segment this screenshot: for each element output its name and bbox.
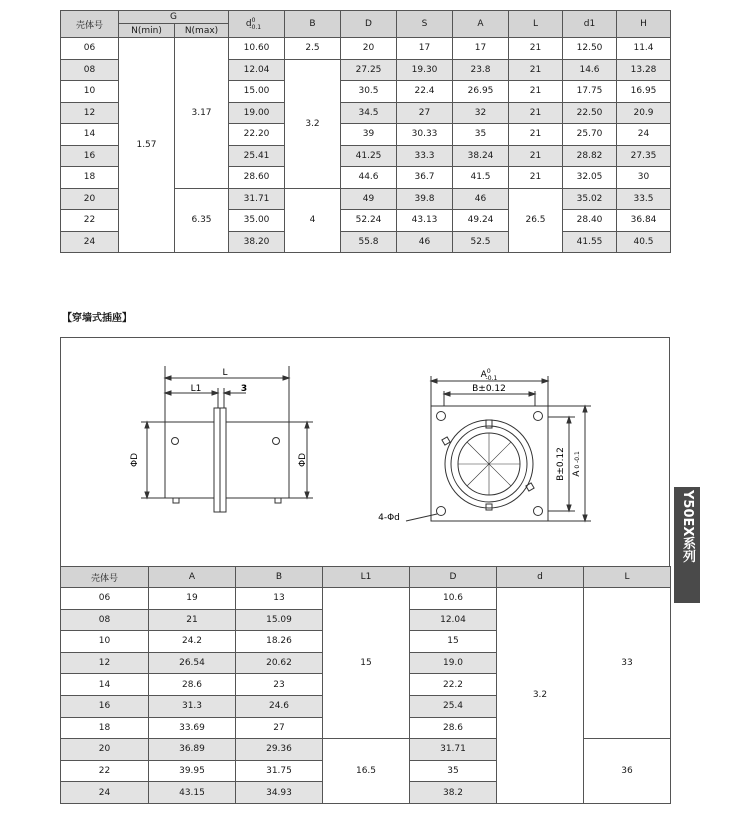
d-cell: 25.41 [229, 145, 285, 167]
header-l: L [509, 11, 563, 38]
b-cell: 3.2 [285, 59, 341, 188]
b-cell: 24.6 [236, 695, 323, 717]
dim-phi-d-right: ΦD [298, 452, 308, 468]
shell-cell: 14 [61, 674, 149, 696]
l-cell: 33 [584, 588, 671, 739]
d-cell: 10.60 [229, 38, 285, 60]
header-h: H [617, 11, 671, 38]
d1-cell: 35.02 [563, 188, 617, 210]
l1-cell: 15 [323, 588, 410, 739]
header-nmax: N(max) [175, 24, 229, 38]
dim-3-label: 3 [240, 384, 248, 394]
d-cell: 25.4 [410, 695, 497, 717]
d-cell: 10.6 [410, 588, 497, 610]
dim-a-side-label: A0 -0.1 [572, 451, 582, 477]
l1-cell: 16.5 [323, 739, 410, 804]
s-cell: 36.7 [397, 167, 453, 189]
a-cell: 23.8 [453, 59, 509, 81]
d1-cell: 12.50 [563, 38, 617, 60]
d1-cell: 41.55 [563, 231, 617, 253]
nmax-cell: 3.17 [175, 38, 229, 189]
shell-cell: 16 [61, 145, 119, 167]
series-label: Y50EX系列 [680, 490, 695, 563]
dim-b-top-label: B±0.12 [472, 384, 506, 394]
b-cell: 27 [236, 717, 323, 739]
d-cell: 19.00 [229, 102, 285, 124]
a-cell: 39.95 [149, 760, 236, 782]
d-cell: 38.20 [229, 231, 285, 253]
h-cell: 11.4 [617, 38, 671, 60]
b-cell: 20.62 [236, 652, 323, 674]
h-cell: 20.9 [617, 102, 671, 124]
d1-cell: 32.05 [563, 167, 617, 189]
a-cell: 26.54 [149, 652, 236, 674]
dd-cell: 30.5 [341, 81, 397, 103]
a-cell: 21 [149, 609, 236, 631]
h-cell: 27.35 [617, 145, 671, 167]
dim-l-label: L [222, 368, 228, 378]
b-cell: 18.26 [236, 631, 323, 653]
b-cell: 4 [285, 188, 341, 253]
h-cell: 13.28 [617, 59, 671, 81]
shell-cell: 10 [61, 631, 149, 653]
shell-cell: 16 [61, 695, 149, 717]
dim-holes-label: 4-Φd [378, 513, 400, 523]
d1-cell: 14.6 [563, 59, 617, 81]
shell-cell: 14 [61, 124, 119, 146]
h-cell: 30 [617, 167, 671, 189]
shell-cell: 18 [61, 717, 149, 739]
shell-cell: 08 [61, 609, 149, 631]
d-cell: 31.71 [410, 739, 497, 761]
header-nmin: N(min) [119, 24, 175, 38]
dimension-table-1 [60, 10, 671, 253]
d-cell: 28.6 [410, 717, 497, 739]
d1-cell: 28.82 [563, 145, 617, 167]
b-cell: 29.36 [236, 739, 323, 761]
dd-cell: 34.5 [341, 102, 397, 124]
nmin-cell: 1.57 [119, 38, 175, 253]
h-cell: 40.5 [617, 231, 671, 253]
l-cell: 21 [509, 167, 563, 189]
header-col-0: 壳体号 [61, 567, 149, 588]
d-cell: 19.0 [410, 652, 497, 674]
header-shell: 壳体号 [61, 11, 119, 38]
b-cell: 34.93 [236, 782, 323, 804]
h-cell: 24 [617, 124, 671, 146]
a-cell: 36.89 [149, 739, 236, 761]
side-view [141, 366, 313, 512]
shell-cell: 06 [61, 38, 119, 60]
shell-cell: 22 [61, 760, 149, 782]
shell-cell: 24 [61, 782, 149, 804]
a-cell: 49.24 [453, 210, 509, 232]
shell-cell: 10 [61, 81, 119, 103]
b-cell: 2.5 [285, 38, 341, 60]
table-row [61, 38, 671, 60]
a-cell: 33.69 [149, 717, 236, 739]
shell-cell: 22 [61, 210, 119, 232]
header-d1: d1 [563, 11, 617, 38]
a-cell: 52.5 [453, 231, 509, 253]
small-d-cell: 3.2 [497, 588, 584, 804]
l-cell: 21 [509, 145, 563, 167]
a-cell: 28.6 [149, 674, 236, 696]
connector-drawing [61, 338, 669, 566]
dd-cell: 39 [341, 124, 397, 146]
a-cell: 43.15 [149, 782, 236, 804]
s-cell: 46 [397, 231, 453, 253]
nmax-cell: 6.35 [175, 188, 229, 253]
header-d: $d^0_{-0.1}$ [229, 11, 285, 38]
b-cell: 23 [236, 674, 323, 696]
s-cell: 43.13 [397, 210, 453, 232]
header-col-4: D [410, 567, 497, 588]
l-cell: 36 [584, 739, 671, 804]
header-col-2: B [236, 567, 323, 588]
s-cell: 33.3 [397, 145, 453, 167]
header-g: G [119, 11, 229, 24]
d-cell: 15.00 [229, 81, 285, 103]
h-cell: 36.84 [617, 210, 671, 232]
l-cell: 21 [509, 59, 563, 81]
header-col-1: A [149, 567, 236, 588]
a-cell: 46 [453, 188, 509, 210]
l-cell: 21 [509, 38, 563, 60]
a-cell: 38.24 [453, 145, 509, 167]
shell-cell: 20 [61, 739, 149, 761]
dim-a-label: $A^0$ -0.1 [480, 368, 498, 382]
s-cell: 39.8 [397, 188, 453, 210]
dd-cell: 27.25 [341, 59, 397, 81]
header-col-6: L [584, 567, 671, 588]
s-cell: 27 [397, 102, 453, 124]
d-cell: 35 [410, 760, 497, 782]
dim-b-side-label: B±0.12 [556, 447, 566, 481]
s-cell: 22.4 [397, 81, 453, 103]
l-cell: 21 [509, 81, 563, 103]
d-cell: 15 [410, 631, 497, 653]
d-cell: 38.2 [410, 782, 497, 804]
shell-cell: 08 [61, 59, 119, 81]
dd-cell: 20 [341, 38, 397, 60]
d1-cell: 22.50 [563, 102, 617, 124]
dimension-table-2 [60, 566, 671, 804]
s-cell: 17 [397, 38, 453, 60]
header-col-5: d [497, 567, 584, 588]
h-cell: 16.95 [617, 81, 671, 103]
header-a: A [453, 11, 509, 38]
l-cell: 26.5 [509, 188, 563, 253]
a-cell: 31.3 [149, 695, 236, 717]
header-b: B [285, 11, 341, 38]
d1-cell: 25.70 [563, 124, 617, 146]
h-cell: 33.5 [617, 188, 671, 210]
dim-l1-label: L1 [190, 384, 202, 394]
d-cell: 12.04 [229, 59, 285, 81]
d-cell: 31.71 [229, 188, 285, 210]
a-cell: 32 [453, 102, 509, 124]
dim-phi-d-left: ΦD [130, 452, 140, 468]
d-cell: 28.60 [229, 167, 285, 189]
dd-cell: 44.6 [341, 167, 397, 189]
header-s: S [397, 11, 453, 38]
d1-cell: 28.40 [563, 210, 617, 232]
shell-cell: 12 [61, 102, 119, 124]
b-cell: 31.75 [236, 760, 323, 782]
b-cell: 13 [236, 588, 323, 610]
d-cell: 35.00 [229, 210, 285, 232]
s-cell: 30.33 [397, 124, 453, 146]
dd-cell: 55.8 [341, 231, 397, 253]
section-title: 【穿墙式插座】 [62, 313, 132, 324]
b-cell: 15.09 [236, 609, 323, 631]
a-cell: 19 [149, 588, 236, 610]
shell-cell: 06 [61, 588, 149, 610]
header-dd: D [341, 11, 397, 38]
header-col-3: L1 [323, 567, 410, 588]
table-row [61, 588, 671, 610]
shell-cell: 20 [61, 188, 119, 210]
dd-cell: 49 [341, 188, 397, 210]
l-cell: 21 [509, 102, 563, 124]
d1-cell: 17.75 [563, 81, 617, 103]
a-cell: 35 [453, 124, 509, 146]
a-cell: 26.95 [453, 81, 509, 103]
shell-cell: 18 [61, 167, 119, 189]
shell-cell: 24 [61, 231, 119, 253]
a-cell: 24.2 [149, 631, 236, 653]
d-cell: 22.20 [229, 124, 285, 146]
dd-cell: 52.24 [341, 210, 397, 232]
d-cell: 22.2 [410, 674, 497, 696]
s-cell: 19.30 [397, 59, 453, 81]
l-cell: 21 [509, 124, 563, 146]
drawing-frame [60, 337, 670, 566]
shell-cell: 12 [61, 652, 149, 674]
a-cell: 17 [453, 38, 509, 60]
d-cell: 12.04 [410, 609, 497, 631]
dd-cell: 41.25 [341, 145, 397, 167]
a-cell: 41.5 [453, 167, 509, 189]
